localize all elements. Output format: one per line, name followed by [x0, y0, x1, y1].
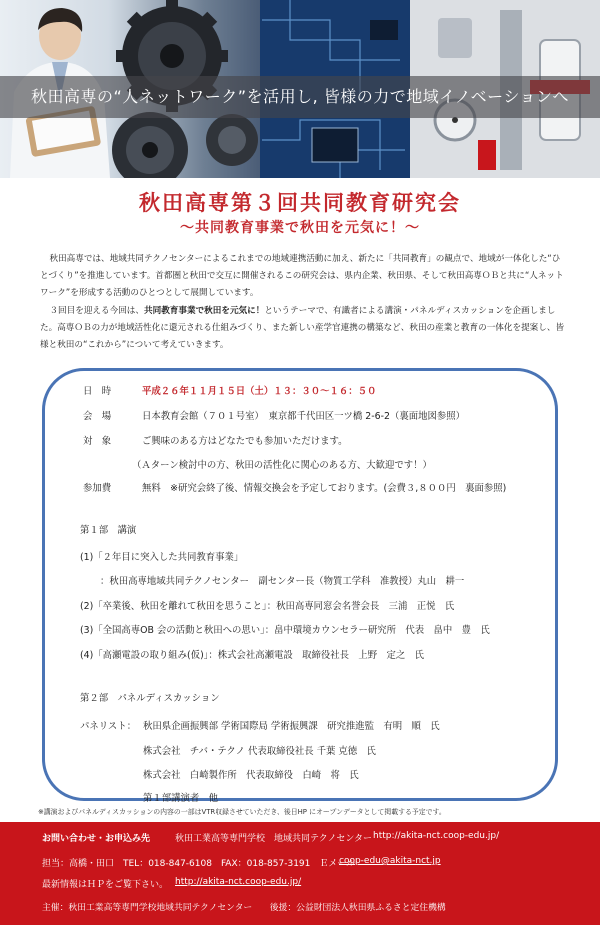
- date-value: 平成２６年１１月１５日（土）１３：３０～１６：５０: [142, 386, 377, 397]
- intro-text: [40, 251, 565, 354]
- part2-title: 第２部 パネルディスカッション: [80, 693, 220, 704]
- talk-1-speaker: ：秋田高専地域共同テクノセンター 副センター長（物質工学科 准教授）丸山 耕一: [100, 576, 465, 587]
- target-label: 対 象: [83, 436, 112, 447]
- organizer-text: 主催：秋田工業高等専門学校地域共同テクノセンター 後援：公益財団法人秋田県ふるさと定住機構: [42, 903, 446, 913]
- venue-value: 日本教育会館（７０１号室） 東京都千代田区一ツ橋 2-6-2（裏面地図参照）: [142, 411, 465, 422]
- event-subtitle: ～共同教育事業で秋田を元気に！～: [180, 220, 420, 236]
- recording-note: ※講演およびパネルディスカッションの内容の一部はVTR収録させていただき、後日HP にオープンデータとして掲載する予定です。: [38, 808, 446, 816]
- intro-p2-lead: ３回目を迎える今回は、: [49, 305, 144, 316]
- panelist-1: 秋田県企画振興部 学術国際局 学術振興課 研究推進監 有明 順 氏: [143, 721, 440, 732]
- contact-url-link[interactable]: http://akita-nct.coop-edu.jp/: [373, 831, 500, 841]
- fee-label: 参加費: [83, 483, 112, 494]
- staff-contact: 担当：高橋・田口 TEL：018-847-6108 FAX：018-857-3191 Ｅメール: [42, 859, 356, 869]
- target-note: （Ａターン検討中の方、秋田の活性化に関心のある方、大歓迎です！）: [132, 460, 432, 471]
- part1-title: 第１部 講演: [80, 525, 137, 536]
- talk-4: (4)「高瀬電設の取り組み(仮)」：株式会社高瀬電設 取締役社長 上野 定之 氏: [80, 650, 425, 661]
- panelist-4: 第１部講演者 他: [143, 793, 219, 804]
- target-value: ご興味のある方はどなたでも参加いただけます。: [142, 436, 348, 447]
- intro-paragraph-2: [40, 303, 565, 355]
- date-label: 日 時: [83, 386, 112, 397]
- intro-p2-theme: 共同教育事業で秋田を元気に！: [144, 305, 265, 316]
- contact-org: 秋田工業高等専門学校 地域共同テクノセンター: [175, 834, 373, 844]
- latest-url-link[interactable]: http://akita-nct.coop-edu.jp/: [175, 877, 302, 887]
- latest-info-text: 最新情報はＨＰをご覧下さい。: [42, 880, 169, 890]
- event-title: 秋田高専第３回共同教育研究会: [139, 191, 461, 215]
- contact-label: お問い合わせ・お申込み先: [42, 834, 151, 844]
- talk-3: (3)「全国高専OB 会の活動と秋田への思い」：畠中環境カウンセラー研究所 代表 畠中 豊 氏: [80, 625, 490, 636]
- panelists-label: パネリスト：: [80, 721, 137, 732]
- panelist-2: 株式会社 チバ・テクノ 代表取締役社長 千葉 克徳 氏: [143, 746, 376, 757]
- fee-value: 無料 ※研究会終了後、情報交換会を予定しております。(会費３,８００円 裏面参照): [142, 483, 507, 494]
- header-banner: [0, 0, 600, 178]
- talk-2: (2)「卒業後、秋田を離れて秋田を思うこと」：秋田高専同窓会名誉会長 三浦 正悦 氏: [80, 601, 455, 612]
- panelist-3: 株式会社 白崎製作所 代表取締役 白崎 将 氏: [143, 770, 359, 781]
- venue-label: 会 場: [83, 411, 112, 422]
- intro-paragraph-1: 秋田高専では、地域共同テクノセンターによるこれまでの地域連携活動に加え、新たに「共同教育」の観点で、地域が一体化した“ひとづくり”を推進しています。首都圏と秋田で交互に開催されるこの研究会は、県内企業、秋田県、そして秋田高専ＯＢと共に“人ネットワーク”を形成する活動のひとつとして展開しています。: [40, 254, 564, 299]
- contact-footer: [0, 822, 600, 925]
- banner-tagline: 秋田高専の“人ネットワーク”を活用し, 皆様の力で地域イノベーションへ: [30, 87, 569, 106]
- talk-1: (1)「２年目に突入した共同教育事業」: [80, 552, 244, 563]
- email-link[interactable]: coop-edu@akita-nct.jp: [339, 856, 441, 866]
- intro-p2-body: というテーマで、有識者による講演・パネルディスカッションを企画しました。高専ＯＢの力が地域活性化に還元される仕組みづくり、また新しい産学官連携の構築など、秋田の産業と教育の一体化を提案し、皆様と秋田の“これから”について考えていきます。: [40, 305, 565, 351]
